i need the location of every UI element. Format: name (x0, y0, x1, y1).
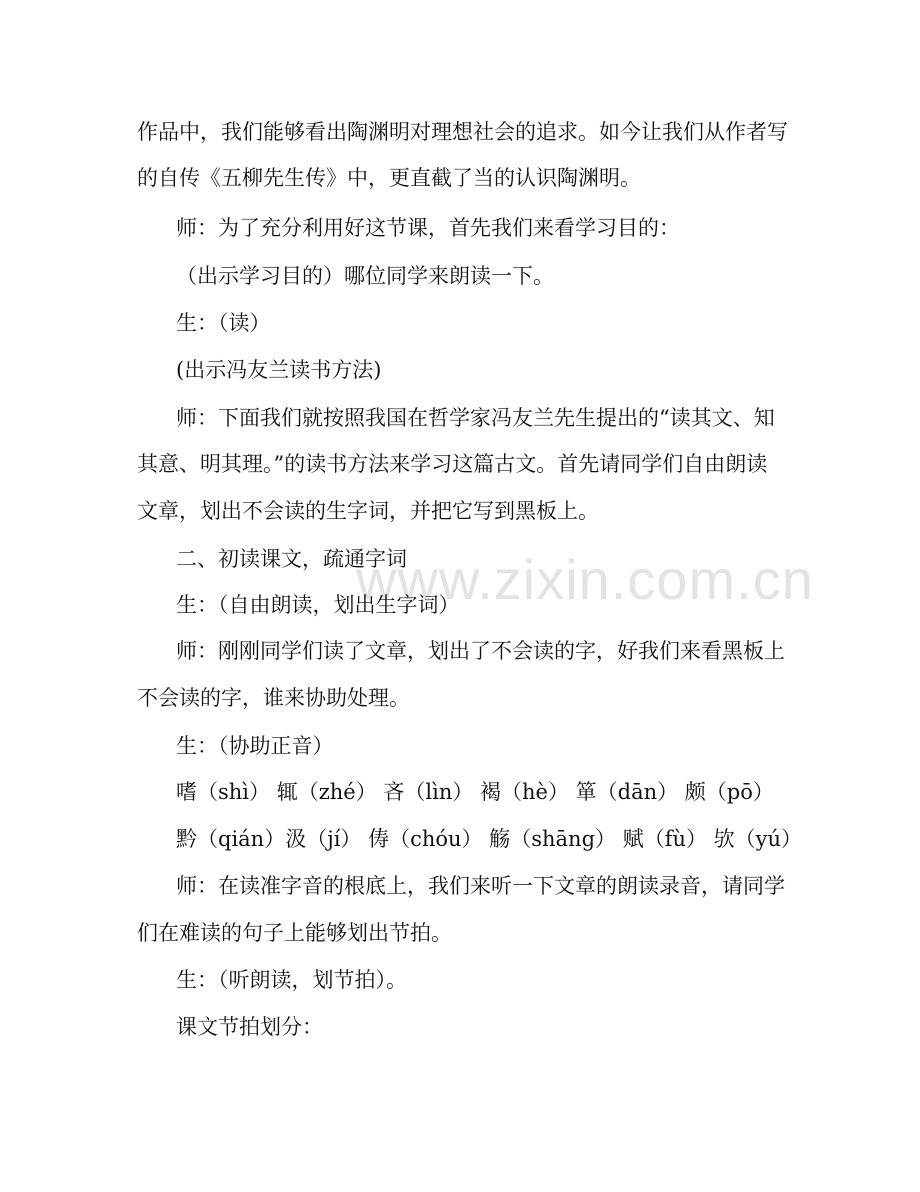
text-line-11: 生：（自由朗读，划出生字词） (176, 593, 460, 617)
text-line-13: 不会读的字，谁来协助处理。 (137, 686, 410, 710)
text-line-19: 生：（听朗读，划节拍）。 (176, 968, 407, 992)
section-heading: 二、初读课文，疏通字词 (176, 547, 407, 571)
text-line-20: 课文节拍划分： (176, 1015, 323, 1039)
vocab-line-1: 嗜（shì） 辄（zhé） 吝（lìn） 褐（hè） 箪（dān） 颇（pō） (176, 780, 774, 804)
text-line-8: 其意、明其理。”的读书方法来学习这篇古文。首先请同学们自由朗读 (137, 452, 768, 476)
text-line-4: （出示学习目的）哪位同学来朗读一下。 (176, 264, 554, 288)
text-line-14: 生：（协助正音） (176, 734, 334, 758)
vocab-line-2: 黔（qián）汲（jí） 俦（chóu） 觞（shāng） 赋（fù） 欤（yú） (176, 827, 803, 851)
text-line-7: 师：下面我们就按照我国在哲学家冯友兰先生提出的“读其文、知 (176, 406, 775, 430)
text-line-5: 生：（读） (176, 311, 271, 335)
watermark: www.zixin.com.cn (356, 548, 814, 611)
text-line-1: 作品中，我们能够看出陶渊明对理想社会的追求。如今让我们从作者写 (137, 120, 788, 144)
text-line-17: 师：在读准字音的根底上，我们来听一下文章的朗读录音，请同学 (176, 874, 785, 898)
text-line-18: 们在难读的句子上能够划出节拍。 (137, 921, 452, 945)
text-line-6: (出示冯友兰读书方法) (176, 358, 382, 382)
text-line-2: 的自传《五柳先生传》中，更直截了当的认识陶渊明。 (137, 166, 641, 190)
text-line-9: 文章，划出不会读的生字词，并把它写到黑板上。 (137, 499, 599, 523)
text-line-3: 师：为了充分利用好这节课，首先我们来看学习目的： (176, 216, 680, 240)
text-line-12: 师：刚刚同学们读了文章，划出了不会读的字，好我们来看黑板上 (176, 639, 785, 663)
